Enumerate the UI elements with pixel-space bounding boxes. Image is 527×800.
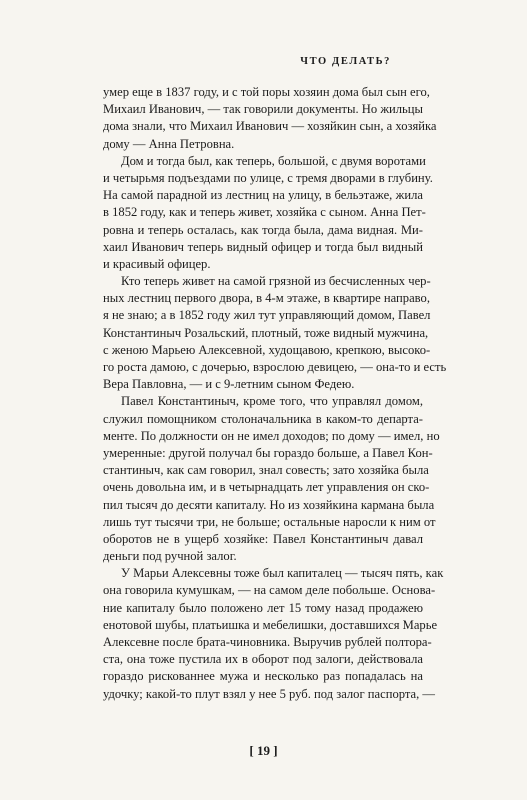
text-line: она говорила кумушкам, — на самом деле побольше. Основа-	[103, 583, 436, 598]
text-line: ста, она тоже пустила их в оборот под залоги, действовала	[103, 652, 423, 667]
paragraph	[103, 565, 444, 703]
text-line: умер еще в 1837 году, и с той поры хозяин дома был сын его,	[103, 85, 430, 99]
text-line: Дом и тогда был, как теперь, большой, с двумя воротами	[121, 153, 426, 168]
text-line: и красивый офицер.	[103, 256, 211, 271]
text-line: ровна и теперь осталась, как тогда была, дама видная. Ми-	[103, 222, 423, 237]
text-line: с женою Марьею Алексевной, худощавою, крепкою, высоко-	[103, 342, 431, 357]
text-line: и четырьмя подъездами по улице, с тремя дворами в глубину.	[103, 170, 433, 185]
paragraph	[103, 273, 447, 393]
text-line: Михаил Иванович, — так говорили документы. Но жильцы	[103, 102, 423, 117]
text-line: лишь тут тысячи три, не больше; остальные наросли к ним от	[103, 514, 436, 529]
text-line: хаил Иванович теперь видный офицер и тогда был видный	[103, 239, 423, 254]
text-line: умеренные: другой получал бы гораздо больше, а Павел Кон-	[103, 445, 433, 460]
text-line: пил тысяч до десяти капиталу. Но из хозяйкина кармана была	[103, 497, 435, 512]
text-line: ние капиталу было положено лет 15 тому назад продажею	[103, 600, 423, 615]
text-line: дома знали, что Михаил Иванович — хозяйкин сын, а хозяйка	[103, 119, 437, 134]
paragraph	[103, 393, 440, 565]
text-line: оборотов не в ущерб хозяйке: Павел Константиныч давал	[103, 531, 423, 546]
running-title: ЧТО ДЕЛАТЬ?	[300, 56, 391, 67]
page-number: [ 19 ]	[249, 743, 278, 758]
text-line: удочку; какой-то плут взял у нее 5 руб. под залог паспорта, —	[103, 686, 436, 701]
paragraph	[103, 153, 433, 273]
text-line: го роста дамою, с дочерью, взрослою девицею, — она-то и есть	[103, 360, 447, 374]
paragraph	[103, 84, 437, 153]
text-line: На самой парадной из лестниц на улицу, в бельэтаже, жила	[103, 188, 423, 203]
text-line: стантиныч, как сам говорил, знал совесть; зато хозяйка была	[103, 463, 429, 478]
body-text	[103, 84, 447, 703]
text-line: Вера Павловна, — и с 9-летним сыном Федею.	[103, 377, 355, 392]
text-line: Константиныч Розальский, плотный, тоже видный мужчина,	[103, 325, 429, 340]
text-line: очень довольна им, и в четырнадцать лет управления он ско-	[103, 480, 430, 495]
text-line: служил помощником столоначальника в каком-то департа-	[103, 411, 423, 426]
text-line: енотовой шубы, платьишка и мебелишки, доставшихся Марье	[103, 617, 438, 632]
text-line: Кто теперь живет на самой грязной из бесчисленных чер-	[121, 274, 431, 289]
text-line: гораздо рискованнее мужа и несколько раз попадалась на	[103, 669, 423, 684]
text-line: в 1852 году, как и теперь живет, хозяйка с сыном. Анна Пет-	[103, 205, 426, 220]
text-line: ных лестниц первого двора, в 4-м этаже, в квартире направо,	[103, 291, 430, 306]
text-line: Павел Константиныч, кроме того, что управлял домом,	[121, 394, 423, 409]
text-line: менте. По должности он не имел доходов; по дому — имел, но	[103, 428, 440, 443]
text-line: я не знаю; а в 1852 году жил тут управляющий домом, Павел	[103, 308, 431, 323]
text-line: деньги под ручной залог.	[103, 549, 237, 564]
text-line: Алексевне после брата-чиновника. Выручив рублей полтора-	[103, 635, 432, 649]
text-line: дому — Анна Петровна.	[103, 136, 235, 151]
text-line: У Марьи Алексевны тоже был капиталец — тысяч пять, как	[121, 566, 444, 581]
